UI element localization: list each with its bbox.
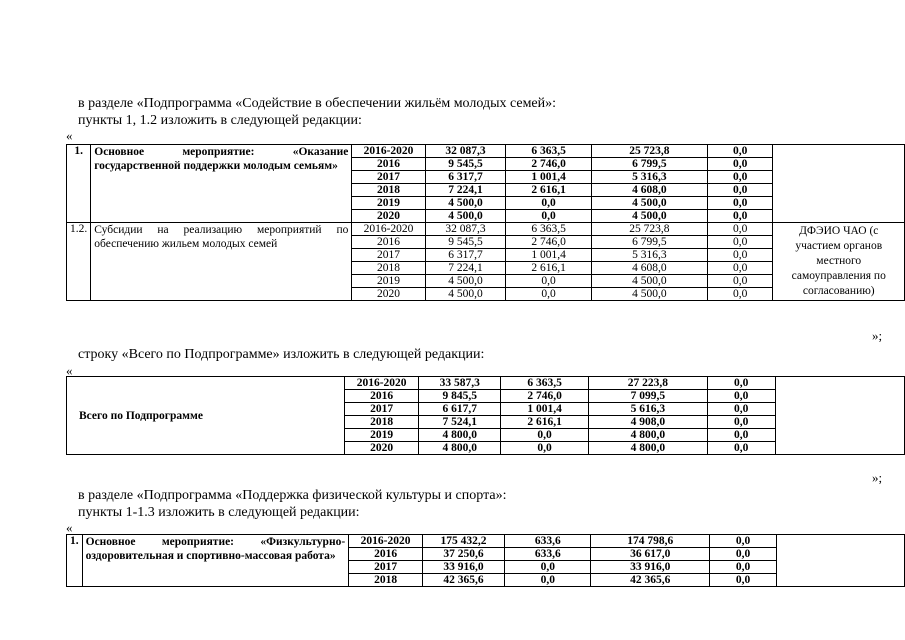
local-cell: 0,0 — [710, 535, 777, 548]
period-cell: 2016-2020 — [352, 223, 425, 236]
executor-cell — [775, 377, 905, 455]
local-cell: 0,0 — [710, 574, 777, 587]
section1-intro-line2: пункты 1, 1.2 изложить в следующей редакции: — [78, 113, 362, 128]
local-cell: 0,0 — [707, 171, 773, 184]
regional-cell: 25 723,8 — [591, 145, 707, 158]
federal-cell: 1 001,4 — [506, 171, 592, 184]
federal-cell: 6 363,5 — [506, 223, 592, 236]
table-row — [67, 223, 905, 236]
table-row — [67, 145, 905, 158]
section3-intro-line1: в разделе «Подпрограмма «Поддержка физической культуры и спорта»: — [78, 488, 507, 503]
regional-cell: 6 799,5 — [591, 158, 707, 171]
total-cell: 6 617,7 — [419, 403, 501, 416]
local-cell: 0,0 — [707, 210, 773, 223]
period-cell: 2016 — [345, 390, 419, 403]
period-cell: 2017 — [352, 171, 425, 184]
regional-cell: 6 799,5 — [591, 236, 707, 249]
regional-cell: 4 608,0 — [591, 184, 707, 197]
section3-intro-line2: пункты 1-1.3 изложить в следующей редакции: — [78, 505, 360, 520]
local-cell: 0,0 — [707, 223, 773, 236]
total-cell: 32 087,3 — [425, 145, 506, 158]
local-cell: 0,0 — [707, 197, 773, 210]
period-cell: 2020 — [345, 442, 419, 455]
total-cell: 37 250,6 — [423, 548, 505, 561]
total-cell: 6 317,7 — [425, 171, 506, 184]
local-cell: 0,0 — [710, 561, 777, 574]
executor-cell — [777, 535, 905, 587]
regional-cell: 5 316,3 — [591, 171, 707, 184]
regional-cell: 4 800,0 — [588, 442, 707, 455]
period-cell: 2019 — [352, 275, 425, 288]
local-cell: 0,0 — [707, 184, 773, 197]
regional-cell: 7 099,5 — [588, 390, 707, 403]
total-cell: 4 800,0 — [419, 442, 501, 455]
total-cell: 33 916,0 — [423, 561, 505, 574]
federal-cell: 0,0 — [506, 275, 592, 288]
local-cell: 0,0 — [707, 416, 775, 429]
federal-cell: 0,0 — [505, 561, 591, 574]
housing-table — [66, 144, 905, 301]
item-number: 1. — [67, 535, 83, 587]
regional-cell: 4 500,0 — [591, 275, 707, 288]
regional-cell: 42 365,6 — [591, 574, 710, 587]
federal-cell: 0,0 — [506, 210, 592, 223]
federal-cell: 0,0 — [505, 574, 591, 587]
period-cell: 2016-2020 — [345, 377, 419, 390]
period-cell: 2017 — [349, 561, 423, 574]
federal-cell: 6 363,5 — [501, 377, 589, 390]
total-cell: 4 500,0 — [425, 197, 506, 210]
total-cell: 6 317,7 — [425, 249, 506, 262]
local-cell: 0,0 — [707, 249, 773, 262]
period-cell: 2017 — [345, 403, 419, 416]
local-cell: 0,0 — [707, 145, 773, 158]
total-table — [66, 376, 905, 455]
period-cell: 2019 — [345, 429, 419, 442]
local-cell: 0,0 — [707, 288, 773, 301]
total-cell: 7 224,1 — [425, 262, 506, 275]
total-cell: 7 224,1 — [425, 184, 506, 197]
item-name: Основное мероприятие: «Оказание государственной поддержки молодым семьям» — [91, 145, 352, 223]
total-cell: 9 845,5 — [419, 390, 501, 403]
close-quote: »; — [872, 328, 883, 343]
regional-cell: 33 916,0 — [591, 561, 710, 574]
local-cell: 0,0 — [707, 236, 773, 249]
federal-cell: 0,0 — [501, 442, 589, 455]
local-cell: 0,0 — [707, 275, 773, 288]
federal-cell: 0,0 — [506, 197, 592, 210]
total-cell: 4 800,0 — [419, 429, 501, 442]
federal-cell: 633,6 — [505, 535, 591, 548]
total-cell: 175 432,2 — [423, 535, 505, 548]
federal-cell: 2 746,0 — [506, 236, 592, 249]
period-cell: 2016-2020 — [349, 535, 423, 548]
regional-cell: 4 500,0 — [591, 210, 707, 223]
regional-cell: 4 800,0 — [588, 429, 707, 442]
regional-cell: 4 608,0 — [591, 262, 707, 275]
total-cell: 42 365,6 — [423, 574, 505, 587]
regional-cell: 4 500,0 — [591, 288, 707, 301]
federal-cell: 633,6 — [505, 548, 591, 561]
regional-cell: 36 617,0 — [591, 548, 710, 561]
period-cell: 2020 — [352, 210, 425, 223]
executor-cell — [773, 145, 905, 223]
table-row — [67, 377, 905, 390]
federal-cell: 1 001,4 — [501, 403, 589, 416]
federal-cell: 2 616,1 — [506, 184, 592, 197]
federal-cell: 6 363,5 — [506, 145, 592, 158]
period-cell: 2017 — [352, 249, 425, 262]
period-cell: 2016 — [352, 236, 425, 249]
local-cell: 0,0 — [707, 429, 775, 442]
federal-cell: 1 001,4 — [506, 249, 592, 262]
regional-cell: 5 616,3 — [588, 403, 707, 416]
period-cell: 2019 — [352, 197, 425, 210]
regional-cell: 5 316,3 — [591, 249, 707, 262]
local-cell: 0,0 — [707, 377, 775, 390]
open-quote: « — [66, 363, 73, 378]
period-cell: 2016 — [349, 548, 423, 561]
item-number: 1. — [67, 145, 91, 223]
period-cell: 2018 — [352, 262, 425, 275]
total-cell: 9 545,5 — [425, 158, 506, 171]
period-cell: 2016 — [352, 158, 425, 171]
federal-cell: 2 746,0 — [506, 158, 592, 171]
federal-cell: 0,0 — [501, 429, 589, 442]
regional-cell: 27 223,8 — [588, 377, 707, 390]
item-number: 1.2. — [67, 223, 91, 301]
table-row — [67, 535, 905, 548]
local-cell: 0,0 — [707, 158, 773, 171]
period-cell: 2020 — [352, 288, 425, 301]
local-cell: 0,0 — [707, 442, 775, 455]
regional-cell: 4 908,0 — [588, 416, 707, 429]
total-cell: 33 587,3 — [419, 377, 501, 390]
local-cell: 0,0 — [707, 390, 775, 403]
total-cell: 7 524,1 — [419, 416, 501, 429]
period-cell: 2018 — [345, 416, 419, 429]
section1-intro-line1: в разделе «Подпрограмма «Содействие в обеспечении жильём молодых семей»: — [78, 96, 557, 111]
section2-intro: строку «Всего по Подпрограмме» изложить в следующей редакции: — [78, 347, 485, 362]
total-label: Всего по Подпрограмме — [67, 377, 345, 455]
period-cell: 2018 — [349, 574, 423, 587]
federal-cell: 2 616,1 — [501, 416, 589, 429]
total-cell: 32 087,3 — [425, 223, 506, 236]
regional-cell: 25 723,8 — [591, 223, 707, 236]
sport-table — [66, 534, 905, 587]
total-cell: 4 500,0 — [425, 275, 506, 288]
item-name: Субсидии на реализацию мероприятий по обеспечению жильем молодых семей — [91, 223, 352, 301]
federal-cell: 0,0 — [506, 288, 592, 301]
total-cell: 9 545,5 — [425, 236, 506, 249]
period-cell: 2018 — [352, 184, 425, 197]
regional-cell: 4 500,0 — [591, 197, 707, 210]
close-quote: »; — [872, 470, 883, 485]
open-quote: « — [66, 128, 73, 143]
period-cell: 2016-2020 — [352, 145, 425, 158]
federal-cell: 2 746,0 — [501, 390, 589, 403]
total-cell: 4 500,0 — [425, 288, 506, 301]
open-quote: « — [66, 520, 73, 535]
local-cell: 0,0 — [707, 262, 773, 275]
item-name: Основное мероприятие: «Физкультурно-оздоровительная и спортивно-массовая работа» — [82, 535, 349, 587]
local-cell: 0,0 — [710, 548, 777, 561]
federal-cell: 2 616,1 — [506, 262, 592, 275]
local-cell: 0,0 — [707, 403, 775, 416]
regional-cell: 174 798,6 — [591, 535, 710, 548]
total-cell: 4 500,0 — [425, 210, 506, 223]
executor-cell: ДФЭИО ЧАО (с участием органов местного самоуправления по согласованию) — [773, 223, 905, 301]
